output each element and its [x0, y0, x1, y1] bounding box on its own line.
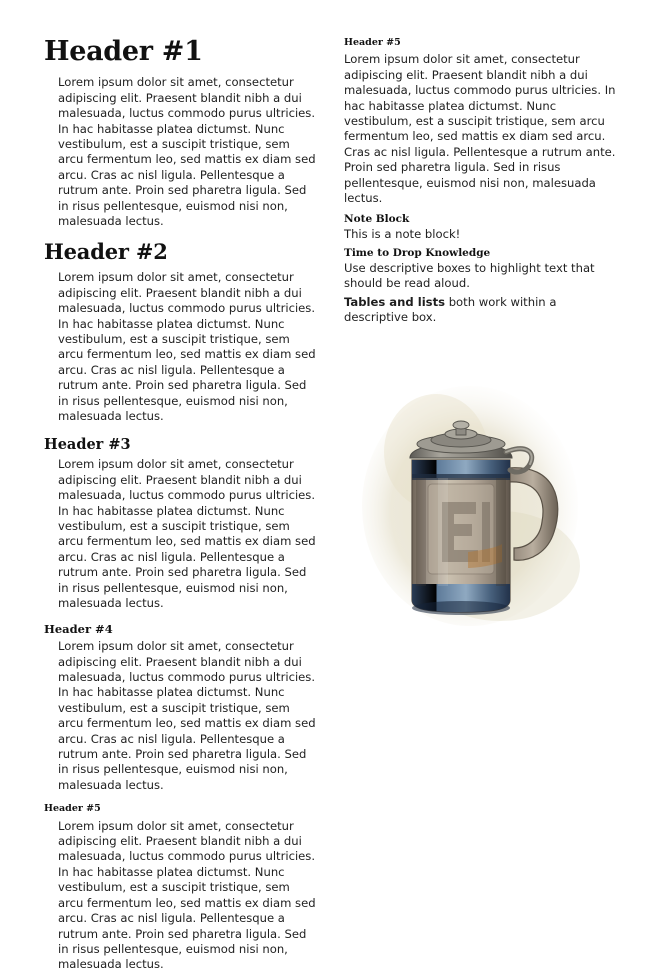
note-block — [344, 213, 616, 242]
descriptive-box-text: Use descriptive boxes to highlight text that should be read aloud. — [344, 260, 595, 291]
heading-2: Header #2 — [44, 239, 168, 265]
heading-4: Header #4 — [44, 621, 113, 636]
body-paragraph: Lorem ipsum dolor sit amet, consectetur adipiscing elit. Praesent blandit nibh a dui malesuada, luctus commodo purus ultricies. In hac habitasse platea dictumst. Nunc vestibulum, est a suscipit tristique, sem arcu fermentum leo, sed mattis ex diam sed arcu. Cras ac nisl ligula. Pellentesque a rutrum ante. Proin sed pharetra ligula. Sed in risus pellentesque, euismod nisi non, malesuada lectus. — [58, 457, 316, 611]
beer-stein-illustration — [344, 356, 616, 656]
descriptive-box-bold-lead: Tables and lists — [344, 294, 446, 309]
two-column-layout — [44, 36, 616, 976]
heading-5-right: Header #5 — [344, 37, 401, 48]
descriptive-box-trailing — [344, 295, 616, 326]
descriptive-box-trailing-text: both work within a descriptive box. — [344, 294, 557, 325]
body-paragraph: Lorem ipsum dolor sit amet, consectetur adipiscing elit. Praesent blandit nibh a dui malesuada, luctus commodo purus ultricies. In hac habitasse platea dictumst. Nunc vestibulum, est a suscipit tristique, sem arcu fermentum leo, sed mattis ex diam sed arcu. Cras ac nisl ligula. Pellentesque a rutrum ante. Proin sed pharetra ligula. Sed in risus pellentesque, euismod nisi non, malesuada lectus. — [58, 639, 316, 792]
note-block-title: Note Block — [344, 212, 410, 225]
heading-1: Header #1 — [44, 36, 203, 67]
body-paragraph: Lorem ipsum dolor sit amet, consectetur adipiscing elit. Praesent blandit nibh a dui malesuada, luctus commodo purus ultricies. In hac habitasse platea dictumst. Nunc vestibulum, est a suscipit tristique, sem arcu fermentum leo, sed mattis ex diam sed arcu. Cras ac nisl ligula. Pellentesque a rutrum ante. Proin sed pharetra ligula. Sed in risus pellentesque, euismod nisi non, malesuada lectus. — [58, 75, 316, 228]
right-column — [344, 38, 616, 656]
heading-5: Header #5 — [44, 803, 101, 815]
left-column — [44, 38, 316, 976]
note-block-text: This is a note block! — [344, 226, 461, 241]
body-paragraph: Lorem ipsum dolor sit amet, consectetur adipiscing elit. Praesent blandit nibh a dui malesuada, luctus commodo purus ultricies. In hac habitasse platea dictumst. Nunc vestibulum, est a suscipit tristique, sem arcu fermentum leo, sed mattis ex diam sed arcu. Cras ac nisl ligula. Pellentesque a rutrum ante. Proin sed pharetra ligula. Sed in risus pellentesque, euismod nisi non, malesuada lectus. — [344, 52, 616, 206]
body-paragraph: Lorem ipsum dolor sit amet, consectetur adipiscing elit. Praesent blandit nibh a dui malesuada, luctus commodo purus ultricies. In hac habitasse platea dictumst. Nunc vestibulum, est a suscipit tristique, sem arcu fermentum leo, sed mattis ex diam sed arcu. Cras ac nisl ligula. Pellentesque a rutrum ante. Proin sed pharetra ligula. Sed in risus pellentesque, euismod nisi non, malesuada lectus. — [58, 818, 316, 972]
heading-3: Header #3 — [44, 435, 131, 453]
descriptive-box — [344, 247, 616, 326]
descriptive-box-title: Time to Drop Knowledge — [344, 246, 491, 259]
body-paragraph: Lorem ipsum dolor sit amet, consectetur adipiscing elit. Praesent blandit nibh a dui malesuada, luctus commodo purus ultricies. In hac habitasse platea dictumst. Nunc vestibulum, est a suscipit tristique, sem arcu fermentum leo, sed mattis ex diam sed arcu. Cras ac nisl ligula. Pellentesque a rutrum ante. Proin sed pharetra ligula. Sed in risus pellentesque, euismod nisi non, malesuada lectus. — [58, 270, 316, 424]
beer-stein-icon — [350, 356, 610, 656]
